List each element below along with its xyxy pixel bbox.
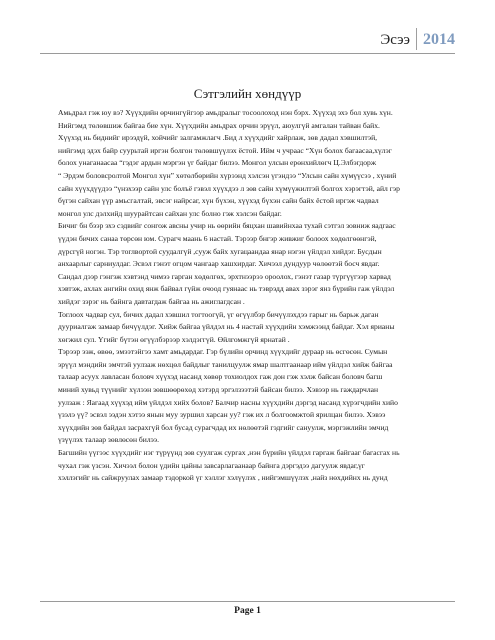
text-line: Багшийн үүгээс хүүхдийг нэг түрүүнд зөв суулгаж сургах ,нэн бүрийн үйлдэл гаргаж байгааг багасгах нь [58, 448, 400, 458]
body-paragraph [58, 447, 454, 485]
text-line: Хүүхэд нь биднийг ирээдүй, хойчийг залгамжлагч .Бид л хүүхдийг хайрлаж, зөв дадал хэвшилтэй, [58, 133, 378, 143]
text-line: Бичиг бн бээр эхэ сэдвийг сонгож авсны учир нь өөрийн бяцхан шавийнхаа тухай сэтгэл зовниж яадгаас [58, 221, 396, 231]
text-line: уулзаж : Яагаад хүүхэд ийм үйлдэл хийх болов? Балчир насны хүүхдийн дэргэд насанд хүрэгчдийн хийо [58, 397, 398, 407]
text-line: Сандал дээр гэнгэж хэвтэнд чимээ гарган хөдөлгөх, эрхтнээрээ ороолох, гэнэт газар түргүүгээр харвад [58, 271, 391, 281]
footer-rule [40, 601, 455, 602]
page-number: Page 1 [234, 606, 261, 616]
text-line: дууриалгаж замаар бичүүлдэг. Хийж байгаа үйлдэл нь 4 настай хүүхдийн хэмжээнд байдаг. Хэл ярианы [58, 322, 395, 332]
text-line: талаар асуух лавласан боловч хүүхэд насанд хөвөр тохиолдох гаж дон гэж хэлж байсан боловч багш [58, 372, 383, 382]
text-line: нийгэмд эдэх байр суурьтай иргэн болгон төлөвшүүлэх ёстой. Ийм ч учраас “Хүн болох багаасаа,хүлэг [58, 145, 392, 155]
document-body [58, 107, 454, 485]
text-line: Тэрээр ээж, өвөө, эмээтэйгээ хамт амьдардаг. Гэр бүлийн орчинд хүүхдийг дураар нь өсгөсөн. Сумын [58, 347, 388, 357]
text-line: Амьдрал гэж юу вэ? Хүүхдийн өрчингүйгээр амьдралыг тосоолоход нэн бэрх. Хүүхэд эхэ бол хувь хүн. [58, 108, 393, 117]
text-line: хэвтэж, ахлах ангийн охид янж байвал гүйж очоод гуянаас нь тэврэдд авах зэрэг янз бүрийн гаж үйлдэл [58, 284, 395, 294]
header-title: Эсээ [380, 32, 410, 48]
header-separator [416, 28, 417, 50]
text-line: үүдэн бичих санаа төрсөн юм. Сурагч маань 6 настай. Тэрээр бнгэр живжиг болоох хөдөлгөөнгэй, [58, 233, 377, 243]
body-paragraph [58, 346, 454, 447]
body-paragraph [58, 107, 454, 220]
text-line: анхаарлыг сарниулдаг. Эсвэл гэнэт огцом чангаар хашхирдаг. Хичээл дундуур чөлөөтэй босч явдаг. [58, 259, 380, 269]
document-title: Сэтгэлийн хөндүүр [193, 86, 302, 101]
text-line: болох унаганаасаа “гэдэг ардын мэргэн үг байдаг билээ. Монгол улсын ерөнхийлөгч Ц.Элбэгдорж [58, 158, 377, 168]
header-year: 2014 [423, 31, 455, 48]
text-line: миний хувьд түүнийг хүлээн зөвшөөрөхөд хэтэрд эргэлзээтэй байсан билээ. Хэвээр нь гаждарчлан [58, 385, 379, 395]
text-line: бүгэн сайхан үүр амьсгалтай, эвсэг найрсаг, хүн бүхэн, хүүхэд бүхэн сайн байх ёстой иргэж чадвал [58, 196, 379, 206]
text-line: үзүүлэх талаар зөвлөсөн билээ. [58, 435, 160, 445]
text-line: чухал гэж үзсэн. Хичээл болон үдийн цайны завсарлагаанаар байнга дэргэдээ дагуулж явдаг,үг [58, 460, 365, 470]
text-line: “ Эрдэм боловсролтой Монгол хүн” хөтөлбөрийн хүрээнд хэлсэн үгэндээ “Улсын сайн хүмүүсээ , хүний [58, 170, 397, 180]
text-line: Тоглоох чадвар сул, бичих дадал хэвшил тогтоогүй, үг өгүүлбэр бичүүлэхдээ гарыг нь барьж даган [58, 309, 379, 319]
text-line: үзэлэ үү? эсвэл ээдэн хэтээ янын муу зуршил харсан уу? гэж их л болгоомжтой ярилцан билээ. Хэвээ [58, 410, 386, 420]
text-line: хэллэгийг нь сайжруулах замаар тэдоркой үг хэллэг хэлүүлэх , нийгэмшүүлэх ,найз нөхдийнх нь дунд [58, 473, 388, 483]
header-rule [40, 53, 455, 54]
text-line: хөгжил сул. Үгийг бүтэн өгүүлбэрээр хэлдэггүй. Өйлгомжгүй ярнатай . [58, 334, 290, 344]
text-line: хийдэг зэрэг нь байнга давтагдаж байгаа нь ажиглагдсан . [58, 296, 245, 306]
page-header [380, 26, 455, 50]
text-line: дүрсгүй ногэн. Тэр тоглвортой суудалгүй ,сууж байх хугацаандаа янар нэгэн үйлдэл хийдэг. Бусдын [58, 246, 382, 256]
body-paragraph [58, 309, 454, 347]
text-line: монгол улс дэлхийд шуурайтсан сайхан улс болно гэж хэлсэн байдаг. [58, 208, 282, 218]
text-line: Нийгэмд төлөвшиж байгаа бие хүн. Хүүхдийн амьдрах орчин эрүүл, аюулгүй амгалан тайван байх. [58, 120, 380, 130]
text-line: сайн хүүхдүүдээ “үнэхээр сайн улс болъё гэвэл хүүхдээ л зөв сайн хүмүүжилтэй болгох хэрэгтэй, айл гэр [58, 183, 400, 193]
text-line: эрүүл мэндийн эмчтэй уулзаж нөхцөл байдлыг танилцуулж ямар шалтгаанаар ийм үйлдэл хийж байгаа [58, 359, 393, 369]
body-paragraph [58, 220, 454, 308]
text-line: хүүхдийн зөв байдал засрахгүй бол бусад сурагчдад их нөлөөтэй гэдгийг сануулж, мэргэжлийн эмчид [58, 422, 389, 432]
